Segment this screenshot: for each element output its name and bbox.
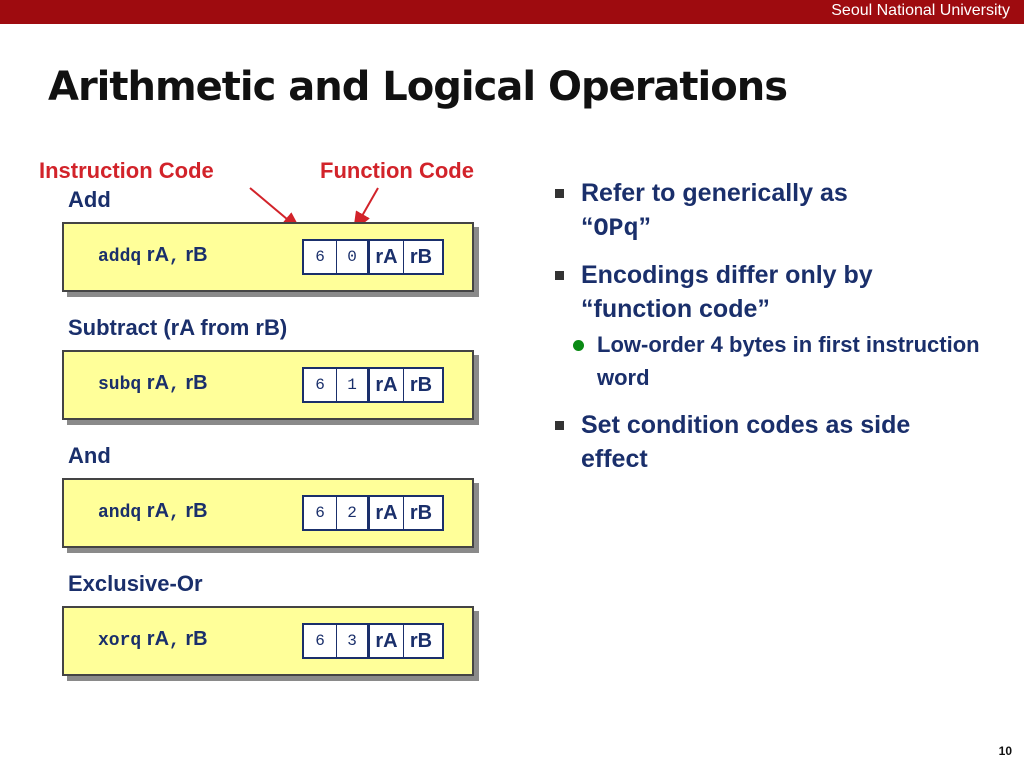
mnemonic-text: xorq [98, 631, 142, 651]
encoding-rb: rB [409, 501, 433, 524]
operand-rb: rB [185, 628, 208, 650]
operand-comma: , [169, 247, 180, 267]
encoding-ra: rA [370, 625, 404, 657]
assembly-instruction [98, 244, 208, 267]
ifun-nibble: 0 [337, 241, 370, 273]
op-box-add [62, 222, 474, 292]
op-box-subtract [62, 350, 474, 420]
instruction-encoding [302, 239, 444, 275]
assembly-instruction [98, 500, 208, 523]
close-quote: ” [638, 213, 652, 241]
instruction-encoding [302, 623, 444, 659]
assembly-instruction [98, 372, 208, 395]
operand-ra: rA [146, 500, 170, 522]
function-code-callout: Function Code [320, 158, 474, 183]
op-label-add: Add [68, 187, 111, 212]
bullet-item [553, 176, 983, 246]
square-bullet-icon [555, 421, 564, 430]
op-box-xor [62, 606, 474, 676]
square-bullet-icon [555, 189, 564, 198]
operand-ra: rA [146, 628, 170, 650]
operand-comma: , [169, 503, 180, 523]
assembly-instruction [98, 628, 208, 651]
mnemonic-text: addq [98, 247, 142, 267]
op-label-and: And [68, 443, 111, 468]
ifun-nibble: 3 [337, 625, 370, 657]
encoding-rb: rB [409, 245, 433, 268]
page-number: 10 [998, 744, 1012, 758]
op-label-subtract: Subtract (rA from rB) [68, 315, 288, 340]
sub-bullet-text: Low-order 4 bytes in first instruction word [597, 332, 980, 390]
icode-nibble: 6 [304, 625, 337, 657]
circle-bullet-icon [573, 340, 584, 351]
bullet-item [553, 258, 983, 326]
bullet-text: Set condition codes as side effect [581, 411, 911, 473]
bullet-item [553, 408, 983, 476]
bullet-list [553, 176, 983, 488]
ifun-nibble: 2 [337, 497, 370, 529]
encoding-ra: rA [370, 241, 404, 273]
top-banner [0, 0, 1024, 24]
operand-ra: rA [146, 244, 170, 266]
operand-comma: , [169, 631, 180, 651]
icode-nibble: 6 [304, 497, 337, 529]
bullet-text: Encodings differ only by “function code” [581, 261, 873, 323]
university-name: Seoul National University [831, 2, 1010, 19]
encoding-ra: rA [370, 369, 404, 401]
icode-nibble: 6 [304, 369, 337, 401]
operand-rb: rB [185, 372, 208, 394]
op-label-xor: Exclusive-Or [68, 571, 203, 596]
operand-ra: rA [146, 372, 170, 394]
icode-nibble: 6 [304, 241, 337, 273]
opq-code: OPq [593, 214, 639, 243]
operand-rb: rB [185, 500, 208, 522]
ifun-nibble: 1 [337, 369, 370, 401]
operand-rb: rB [185, 244, 208, 266]
slide-title: Arithmetic and Logical Operations [48, 64, 788, 110]
mnemonic-text: andq [98, 503, 142, 523]
instruction-encoding [302, 367, 444, 403]
op-box-and [62, 478, 474, 548]
encoding-ra: rA [370, 497, 404, 529]
instruction-encoding [302, 495, 444, 531]
open-quote: “ [581, 213, 594, 241]
mnemonic-text: subq [98, 375, 142, 395]
encoding-rb: rB [409, 373, 433, 396]
square-bullet-icon [555, 271, 564, 280]
encoding-rb: rB [409, 629, 433, 652]
bullet-text: Refer to generically as [581, 179, 848, 207]
operand-comma: , [169, 375, 180, 395]
sub-bullet-item [553, 328, 983, 394]
instruction-code-callout: Instruction Code [39, 158, 214, 183]
